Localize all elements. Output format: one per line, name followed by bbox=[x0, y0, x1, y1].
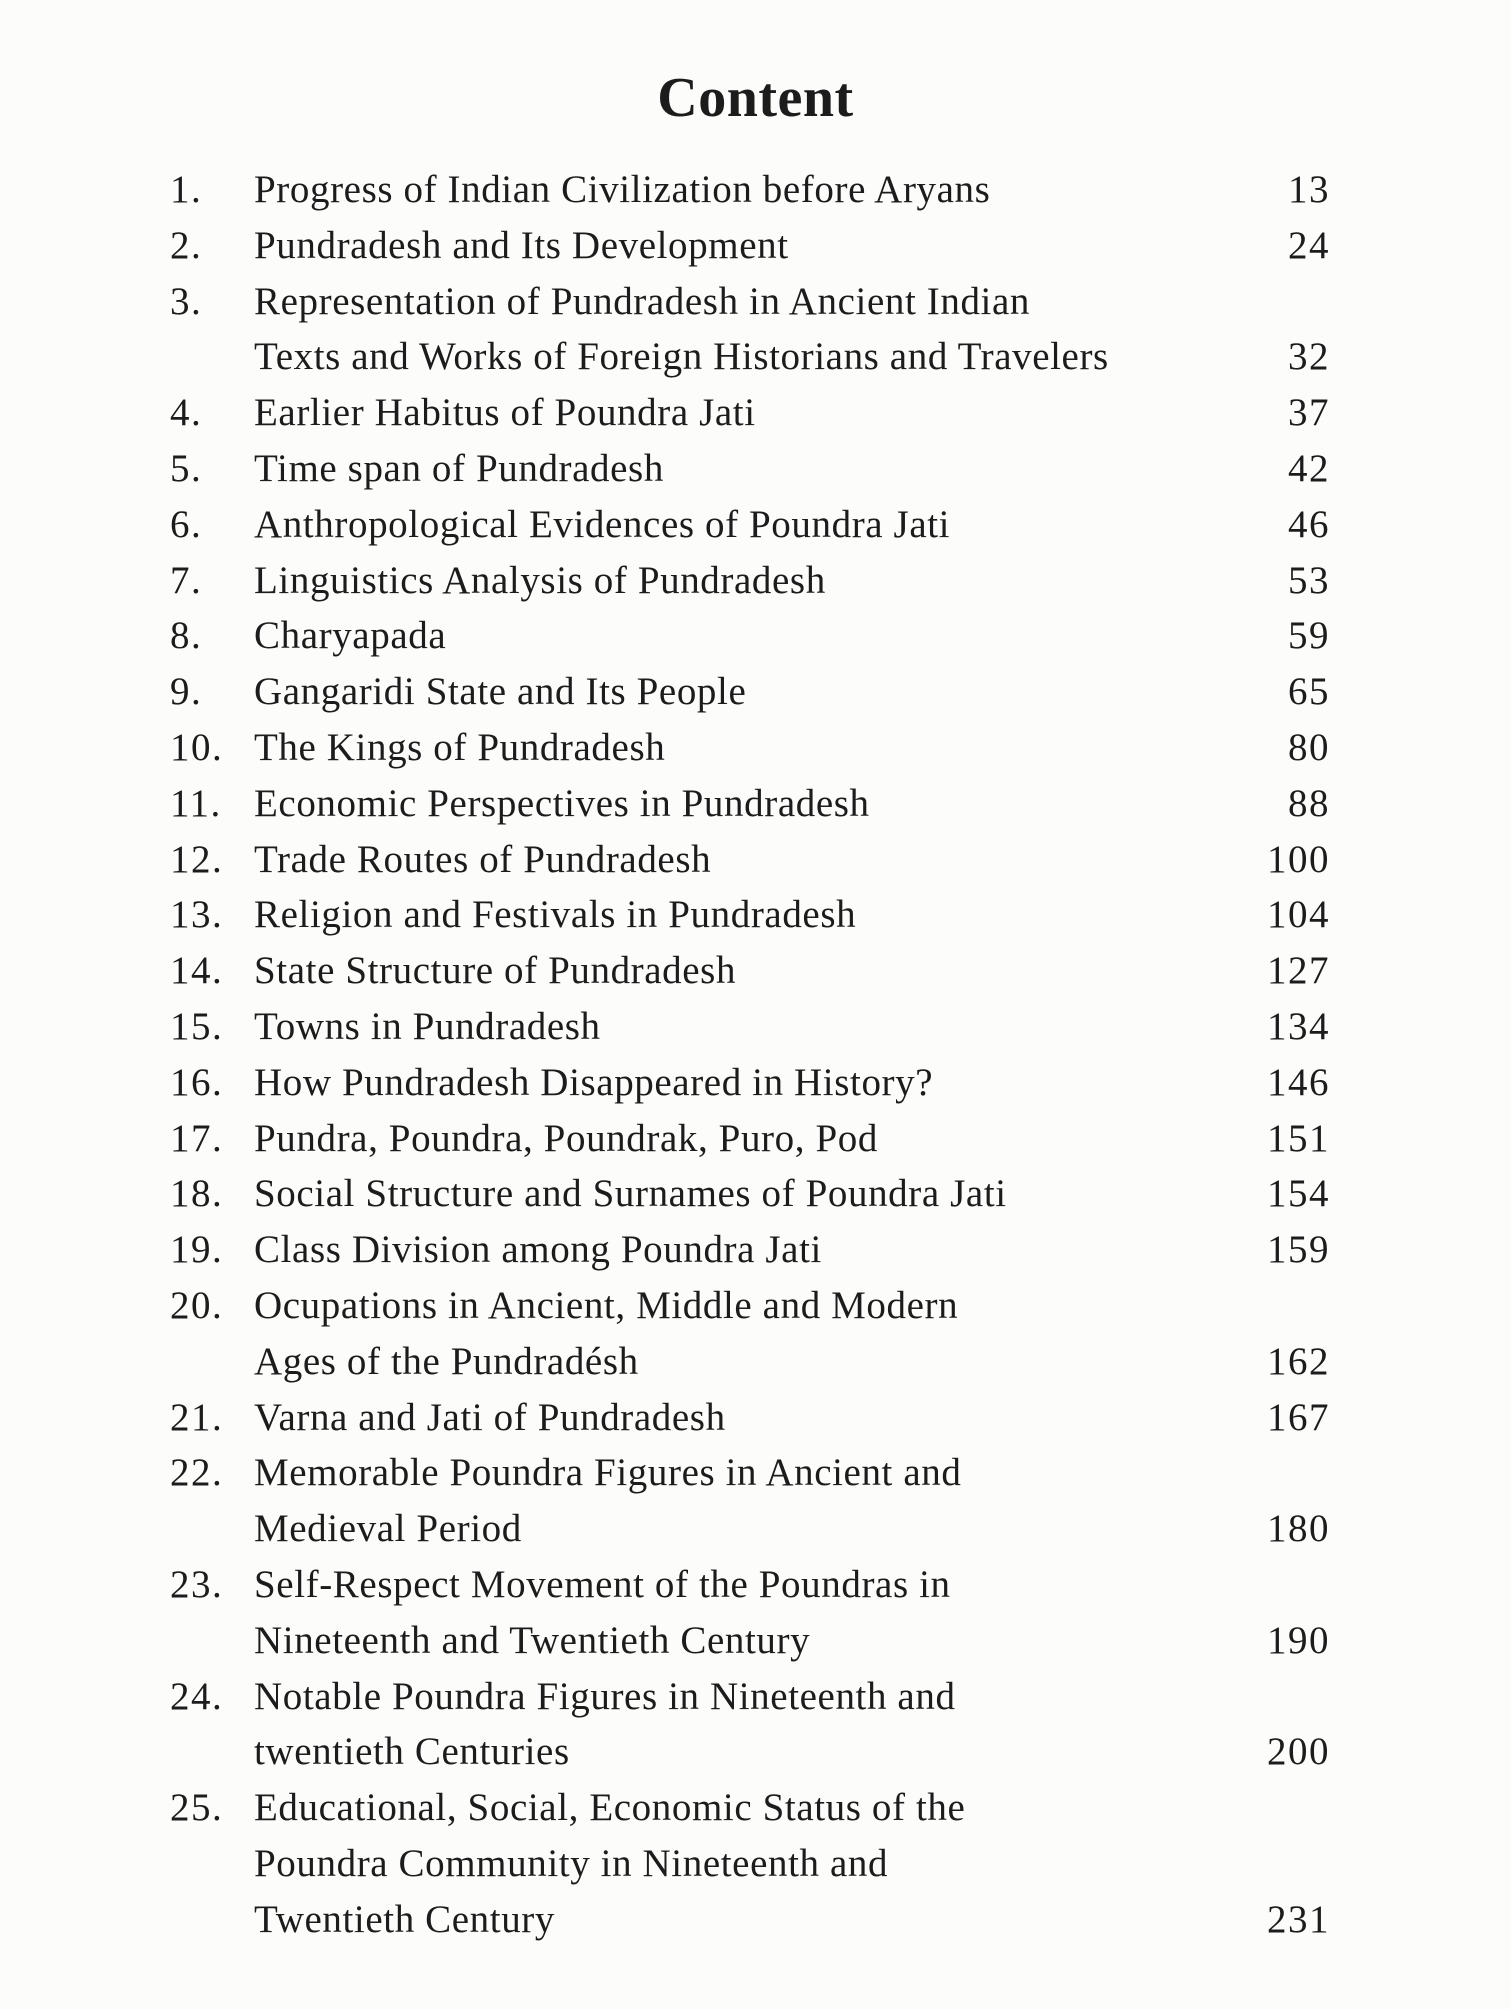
toc-entry-title: Charyapada bbox=[254, 614, 447, 658]
toc-entry-title: Gangaridi State and Its People bbox=[254, 670, 747, 714]
toc-entry-number: 3. bbox=[170, 279, 203, 323]
toc-entry-page-number: 167 bbox=[1267, 1395, 1330, 1439]
toc-entry bbox=[170, 497, 1330, 553]
toc-entry-page-number: 65 bbox=[1288, 670, 1330, 714]
toc-entry bbox=[170, 1222, 1330, 1278]
toc-entry-page-number: 190 bbox=[1267, 1618, 1330, 1662]
toc-entry-title-block bbox=[254, 385, 1330, 441]
toc-entry-page-number: 231 bbox=[1267, 1897, 1330, 1941]
toc-entry-line bbox=[254, 1390, 1330, 1446]
toc-entry bbox=[170, 1111, 1330, 1167]
toc-entry-title: Nineteenth and Twentieth Century bbox=[254, 1618, 811, 1662]
toc-entry-title-block bbox=[254, 1055, 1330, 1111]
toc-entry-title-block bbox=[254, 832, 1330, 888]
toc-entry-title: State Structure of Pundradesh bbox=[254, 949, 737, 993]
toc-entry-number: 13. bbox=[170, 893, 224, 937]
toc-entry-line bbox=[254, 1501, 1330, 1557]
toc-entry-page-number: 200 bbox=[1267, 1730, 1330, 1774]
toc-entry-title-block bbox=[254, 218, 1330, 274]
toc-entry bbox=[170, 943, 1330, 999]
toc-entry-number: 4. bbox=[170, 391, 203, 435]
toc-entry-title: Texts and Works of Foreign Historians and Travelers bbox=[254, 335, 1109, 379]
toc-entry-number: 5. bbox=[170, 446, 203, 490]
toc-entry-line bbox=[254, 1166, 1330, 1222]
toc-entry-line bbox=[254, 553, 1330, 609]
toc-entry bbox=[170, 218, 1330, 274]
toc-entry bbox=[170, 776, 1330, 832]
toc-entry-title-block bbox=[254, 1445, 1330, 1557]
toc-entry bbox=[170, 999, 1330, 1055]
toc-entry-line bbox=[254, 720, 1330, 776]
toc-entry-title-block bbox=[254, 943, 1330, 999]
toc-entry-line bbox=[254, 218, 1330, 274]
toc-entry-title: Representation of Pundradesh in Ancient Indian bbox=[254, 279, 1031, 323]
toc-entry-line bbox=[254, 1836, 1330, 1892]
toc-entry bbox=[170, 720, 1330, 776]
toc-entry-line bbox=[254, 608, 1330, 664]
toc-entry-line bbox=[254, 1613, 1330, 1669]
toc-entry bbox=[170, 1445, 1330, 1557]
toc-entry-number: 10. bbox=[170, 725, 224, 769]
toc-entry bbox=[170, 608, 1330, 664]
toc-entry-page-number: 32 bbox=[1288, 335, 1330, 379]
toc-entry-line bbox=[254, 943, 1330, 999]
toc-entry bbox=[170, 1278, 1330, 1390]
toc-entry-page-number: 154 bbox=[1267, 1172, 1330, 1216]
toc-entry-title: Earlier Habitus of Poundra Jati bbox=[254, 391, 756, 435]
toc-entry-line bbox=[254, 1669, 1330, 1725]
toc-entry-number: 18. bbox=[170, 1172, 224, 1216]
toc-entry-title-block bbox=[254, 776, 1330, 832]
toc-entry-title-block bbox=[254, 553, 1330, 609]
toc-entry-title-block bbox=[254, 1222, 1330, 1278]
toc-entry-title: The Kings of Pundradesh bbox=[254, 725, 666, 769]
toc-entry bbox=[170, 1557, 1330, 1669]
toc-entry-number: 24. bbox=[170, 1674, 224, 1718]
toc-entry bbox=[170, 1669, 1330, 1781]
toc-entry-line bbox=[254, 1222, 1330, 1278]
toc-entry-title: Notable Poundra Figures in Nineteenth and bbox=[254, 1674, 956, 1718]
toc-entry-line bbox=[254, 1445, 1330, 1501]
toc-entry-title: Educational, Social, Economic Status of the bbox=[254, 1786, 966, 1830]
toc-entry-number: 25. bbox=[170, 1786, 224, 1830]
toc-entry bbox=[170, 274, 1330, 386]
toc-entry-title: Trade Routes of Pundradesh bbox=[254, 837, 712, 881]
toc-entry-number: 9. bbox=[170, 670, 203, 714]
toc-entry-page-number: 59 bbox=[1288, 614, 1330, 658]
toc-entry-title: How Pundradesh Disappeared in History? bbox=[254, 1060, 934, 1104]
toc-entry-title: Varna and Jati of Pundradesh bbox=[254, 1395, 726, 1439]
toc-entry-page-number: 151 bbox=[1267, 1116, 1330, 1160]
toc-entry-number: 21. bbox=[170, 1395, 224, 1439]
toc-entry-line bbox=[254, 1724, 1330, 1780]
toc-entry-number: 14. bbox=[170, 949, 224, 993]
toc-entry-number: 11. bbox=[170, 781, 222, 825]
toc-entry bbox=[170, 1390, 1330, 1446]
toc-entry-page-number: 146 bbox=[1267, 1060, 1330, 1104]
toc-entry-title: Twentieth Century bbox=[254, 1897, 555, 1941]
toc-entry-page-number: 88 bbox=[1288, 781, 1330, 825]
toc-entry-line bbox=[254, 776, 1330, 832]
toc-entry bbox=[170, 1055, 1330, 1111]
toc-entry-line bbox=[254, 1278, 1330, 1334]
toc-entry-title: Linguistics Analysis of Pundradesh bbox=[254, 558, 826, 602]
toc-entry-line bbox=[254, 1334, 1330, 1390]
toc-entry-line bbox=[254, 329, 1330, 385]
toc-entry-line bbox=[254, 1780, 1330, 1836]
toc-entry-page-number: 13 bbox=[1288, 168, 1330, 211]
toc-entry bbox=[170, 887, 1330, 943]
toc-entry-title-block bbox=[254, 720, 1330, 776]
toc-entry-number: 8. bbox=[170, 614, 203, 658]
toc-entry bbox=[170, 441, 1330, 497]
toc-entry-title: Ocupations in Ancient, Middle and Modern bbox=[254, 1283, 959, 1327]
toc-entry-title-block bbox=[254, 497, 1330, 553]
toc-entry-title: Progress of Indian Civilization before Aryans bbox=[254, 168, 991, 211]
toc-entry bbox=[170, 385, 1330, 441]
toc-entry-title-block bbox=[254, 887, 1330, 943]
toc-entry-title: Poundra Community in Nineteenth and bbox=[254, 1841, 889, 1885]
toc-entry-number: 2. bbox=[170, 223, 203, 267]
toc-entry-line bbox=[254, 162, 1330, 218]
toc-entry-line bbox=[254, 1557, 1330, 1613]
toc-entry-page-number: 162 bbox=[1267, 1339, 1330, 1383]
toc-entry-title-block bbox=[254, 1278, 1330, 1390]
toc-entry bbox=[170, 1166, 1330, 1222]
toc-entry-page-number: 37 bbox=[1288, 391, 1330, 435]
toc-entry-number: 16. bbox=[170, 1060, 224, 1104]
toc-entry-line bbox=[254, 385, 1330, 441]
toc-entry-page-number: 42 bbox=[1288, 446, 1330, 490]
toc-entry-title: Anthropological Evidences of Poundra Jati bbox=[254, 502, 951, 546]
toc-entry-page-number: 46 bbox=[1288, 502, 1330, 546]
toc-entry-number: 22. bbox=[170, 1451, 224, 1495]
toc-entry-line bbox=[254, 441, 1330, 497]
toc-entry-number: 15. bbox=[170, 1004, 224, 1048]
toc-entry-page-number: 180 bbox=[1267, 1507, 1330, 1551]
toc-entry-line bbox=[254, 1892, 1330, 1948]
toc-entry-line bbox=[254, 1111, 1330, 1167]
toc-entry-number: 6. bbox=[170, 502, 203, 546]
toc-entry-title-block bbox=[254, 1111, 1330, 1167]
toc-entry-title-block bbox=[254, 1780, 1330, 1947]
toc-entry-number: 1. bbox=[170, 168, 203, 211]
toc-entry-title: Time span of Pundradesh bbox=[254, 446, 664, 490]
toc-entry-line bbox=[254, 497, 1330, 553]
toc-entry-page-number: 100 bbox=[1267, 837, 1330, 881]
toc-entry-title: Pundra, Poundra, Poundrak, Puro, Pod bbox=[254, 1116, 878, 1160]
toc-entry-line bbox=[254, 832, 1330, 888]
toc-entry-number: 12. bbox=[170, 837, 224, 881]
toc-entry-title-block bbox=[254, 441, 1330, 497]
toc-entry-title-block bbox=[254, 1390, 1330, 1446]
toc-entry-title: Memorable Poundra Figures in Ancient and bbox=[254, 1451, 962, 1495]
toc-entry-title-block bbox=[254, 1166, 1330, 1222]
table-of-contents bbox=[170, 162, 1330, 1948]
toc-entry-title-block bbox=[254, 1557, 1330, 1669]
toc-entry-title: Pundradesh and Its Development bbox=[254, 223, 789, 267]
toc-entry-title: Class Division among Poundra Jati bbox=[254, 1228, 822, 1272]
toc-entry-title-block bbox=[254, 162, 1330, 218]
toc-entry-line bbox=[254, 887, 1330, 943]
toc-entry-line bbox=[254, 664, 1330, 720]
toc-entry-page-number: 24 bbox=[1288, 223, 1330, 267]
toc-entry-number: 7. bbox=[170, 558, 203, 602]
toc-entry-line bbox=[254, 1055, 1330, 1111]
toc-entry-number: 20. bbox=[170, 1283, 224, 1327]
toc-entry-title-block bbox=[254, 1669, 1330, 1781]
toc-entry-title: Self-Respect Movement of the Poundras in bbox=[254, 1562, 951, 1606]
toc-entry-line bbox=[254, 274, 1330, 330]
toc-entry-title: Ages of the Pundradésh bbox=[254, 1339, 639, 1383]
toc-entry-title-block bbox=[254, 274, 1330, 386]
toc-entry-page-number: 159 bbox=[1267, 1228, 1330, 1272]
toc-entry bbox=[170, 1780, 1330, 1947]
toc-entry-page-number: 80 bbox=[1288, 725, 1330, 769]
toc-entry-title-block bbox=[254, 999, 1330, 1055]
toc-entry-number: 23. bbox=[170, 1562, 224, 1606]
toc-entry bbox=[170, 832, 1330, 888]
toc-entry-title-block bbox=[254, 608, 1330, 664]
toc-entry bbox=[170, 664, 1330, 720]
toc-entry-title-block bbox=[254, 664, 1330, 720]
toc-entry-page-number: 53 bbox=[1288, 558, 1330, 602]
page-title: Content bbox=[657, 67, 854, 129]
toc-entry-title: Religion and Festivals in Pundradesh bbox=[254, 893, 857, 937]
toc-entry-page-number: 134 bbox=[1267, 1004, 1330, 1048]
toc-entry-title: twentieth Centuries bbox=[254, 1730, 570, 1774]
toc-entry bbox=[170, 553, 1330, 609]
toc-entry-number: 17. bbox=[170, 1116, 224, 1160]
toc-entry-page-number: 127 bbox=[1267, 949, 1330, 993]
toc-entry-title: Social Structure and Surnames of Poundra Jati bbox=[254, 1172, 1007, 1216]
toc-entry-number: 19. bbox=[170, 1228, 224, 1272]
toc-entry-title: Medieval Period bbox=[254, 1507, 522, 1551]
toc-entry-line bbox=[254, 999, 1330, 1055]
toc-entry bbox=[170, 162, 1330, 218]
toc-entry-page-number: 104 bbox=[1267, 893, 1330, 937]
toc-entry-title: Towns in Pundradesh bbox=[254, 1004, 601, 1048]
toc-entry-title: Economic Perspectives in Pundradesh bbox=[254, 781, 870, 825]
